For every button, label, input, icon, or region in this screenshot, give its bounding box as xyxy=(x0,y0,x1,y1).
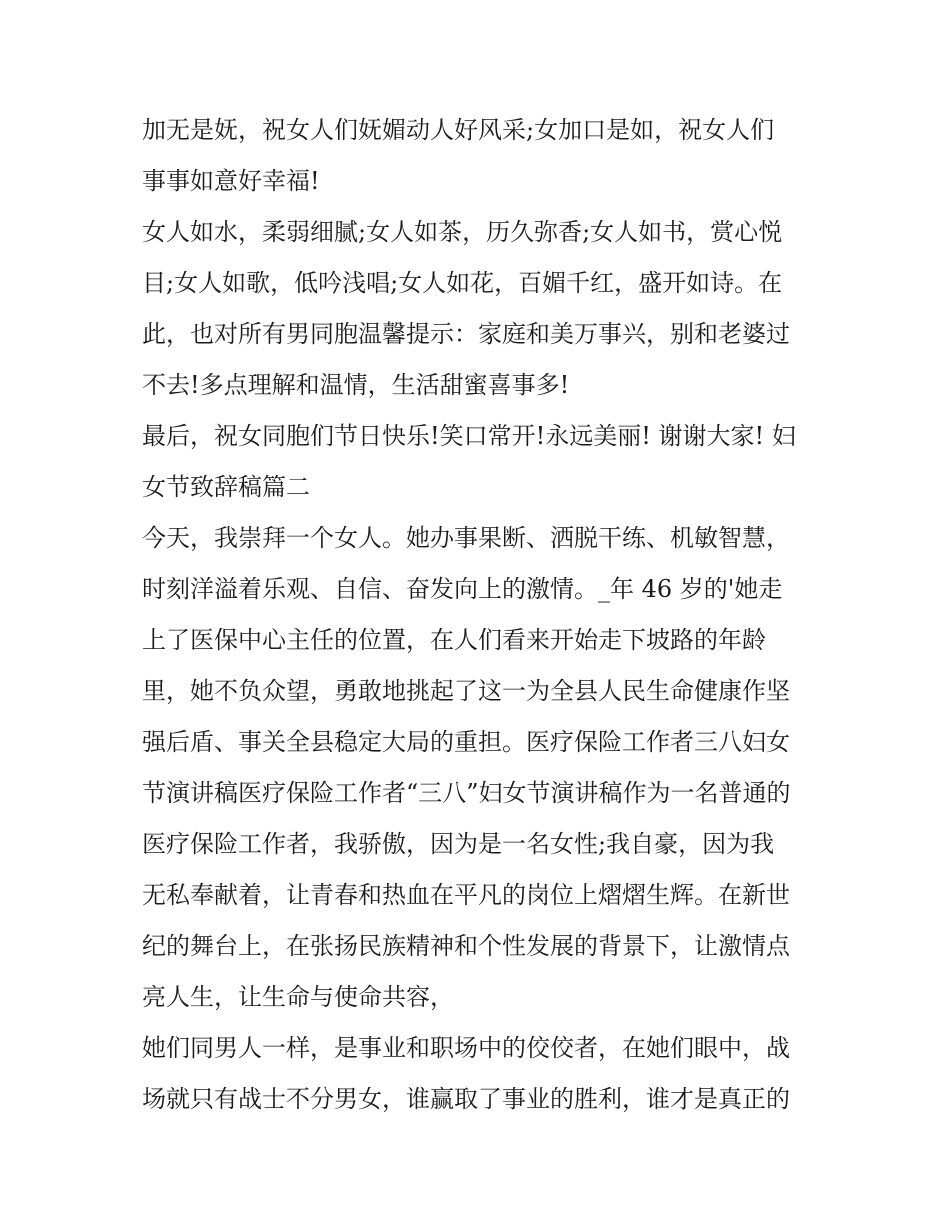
text-line: 医疗保险工作者，我骄傲，因为是一名女性;我自豪，因为我 xyxy=(142,830,775,858)
document-body xyxy=(142,105,832,1125)
text-line: 亮人生，让生命与使命共容， xyxy=(142,983,454,1011)
text-line: 目;女人如歌，低吟浅唱;女人如花，百媚千红，盛开如诗。在 xyxy=(142,269,783,297)
text-line: 纪的舞台上，在张扬民族精神和个性发展的背景下，让激情点 xyxy=(142,932,790,960)
text-line: 女人如水，柔弱细腻;女人如茶，历久弥香;女人如书，赏心悦 xyxy=(142,218,783,246)
text-line: 无私奉献着，让青春和热血在平凡的岗位上熠熠生辉。在新世 xyxy=(142,881,790,909)
text-line: 上了医保中心主任的位置，在人们看来开始走下坡路的年龄 xyxy=(142,626,766,654)
text-line: 她们同男人一样，是事业和职场中的佼佼者，在她们眼中，战 xyxy=(142,1034,790,1062)
text-line: 节演讲稿医疗保险工作者“三八”妇女节演讲稿作为一名普通的 xyxy=(142,779,791,807)
text-line: 此，也对所有男同胞温馨提示：家庭和美万事兴，别和老婆过 xyxy=(142,320,790,348)
text-line: 时刻洋溢着乐观、自信、奋发向上的激情。_年 46 岁的'她走 xyxy=(142,575,783,603)
text-line: 今天，我崇拜一个女人。她办事果断、洒脱干练、机敏智慧， xyxy=(142,524,790,552)
text-line: 里，她不负众望，勇敢地挑起了这一为全县人民生命健康作坚 xyxy=(142,677,790,705)
text-line: 不去!多点理解和温情，生活甜蜜喜事多! xyxy=(142,371,570,399)
text-line: 强后盾、事关全县稳定大局的重担。医疗保险工作者三八妇女 xyxy=(142,728,790,756)
text-line: 最后，祝女同胞们节日快乐!笑口常开!永远美丽! 谢谢大家! 妇 xyxy=(142,422,796,450)
text-line: 加无是妩，祝女人们妩媚动人好风采;女加口是如，祝女人们 xyxy=(142,116,775,144)
text-line: 事事如意好幸福! xyxy=(142,167,320,195)
text-line: 场就只有战士不分男女，谁赢取了事业的胜利，谁才是真正的 xyxy=(142,1085,790,1113)
section-title: 女节致辞稿篇二 xyxy=(142,473,310,501)
